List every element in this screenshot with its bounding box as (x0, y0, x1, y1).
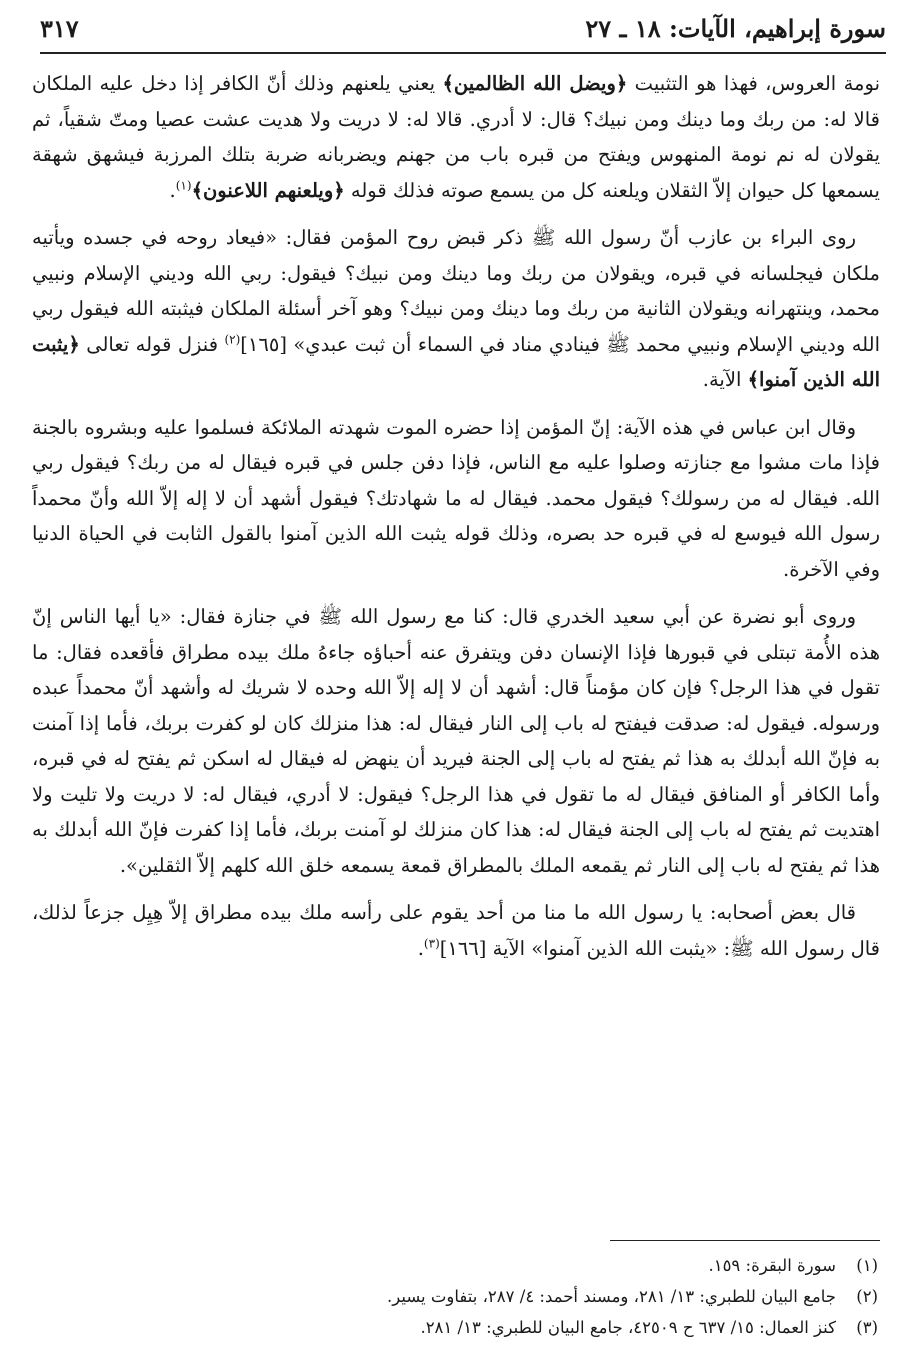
footnote (150, 1281, 878, 1312)
page-header (40, 8, 886, 48)
page-number: ٣١٧ (40, 13, 79, 43)
header-divider (40, 52, 886, 54)
text-run: وقال ابن عباس في هذه الآية: إنّ المؤمن إذا حضره الموت شهدته الملائكة فسلموا عليه وبشروه بالجنة فإذا مات مشوا مع جنازته وصلوا عليه مع الناس، فإذا دفن جلس في قبره فيقال له من ربك؟ فيقول ربي الله. فيقال له من رسولك؟ فيقول محمد. فيقال له ما شهادتك؟ فيقول أشهد أن لا إله إلاّ الله وأنّ محمداً رسول الله فيوسع له في قبره حد بصره، وذلك قوله يثبت الله الذين آمنوا بالقول الثابت في الحياة الدنيا وفي الآخرة. (32, 415, 880, 581)
text-run: روى البراء بن عازب أنّ رسول الله ﷺ ذكر قبض روح المؤمن فقال: «فيعاد روحه في جسده ويأتيه ملكان فيجلسانه في قبره، ويقولان من ربك وما دينك ومن نبيك؟ فيقول: ربي الله وديني الإسلام ونبيي محمد، وينتهرانه ويقولان الثانية من ربك وما دينك ومن نبيك؟ وهو آخر أسئلة الملكان فيثبته الله فيقول ربي الله وديني الإسلام ونبيي محمد ﷺ فينادي مناد في السماء أن ثبت عبدي» [١٦٥] (32, 226, 880, 356)
footnote-text: جامع البيان للطبري: ١٣/ ٢٨١، ومسند أحمد: ٤/ ٢٨٧، بتفاوت يسير. (387, 1287, 836, 1306)
footnote (150, 1250, 878, 1281)
quran-quote: ﴿ويضل الله الظالمين﴾ (442, 72, 628, 95)
footnote-ref: (٣) (423, 936, 440, 950)
text-run: الآية. (702, 368, 748, 391)
footnotes (150, 1250, 878, 1343)
paragraph (32, 66, 880, 208)
footnote-number: (٣) (856, 1318, 878, 1337)
text-run: وروى أبو نضرة عن أبي سعيد الخدري قال: كنا مع رسول الله ﷺ في جنازة فقال: «يا أيها الناس إنّ هذه الأُمة تبتلى في قبورها فإذا الإنسان دفن ويتفرق عنه أحباؤه جاءهُ ملك بيده مطراق فأقعده فقال: ما تقول في هذا الرجل؟ فإن كان مؤمناً قال: أشهد أن لا إله إلاّ الله وحده لا شريك له وأشهد أنّ محمداً عبده ورسوله. فيقول له: صدقت فيفتح له باب إلى النار فيقال له: هذا منزلك كان لو كفرت بربك، فأما إذا آمنت به فإنّ الله أبدلك به هذا ثم يفتح له باب إلى الجنة فيريد أن ينهض له فيقال له اسكن ثم يفتح له في قبره، وأما الكافر أو المنافق فيقال له ما تقول في هذا الرجل؟ فيقول: لا أدري، فيقال له: لا دريت ولا تليت ولا اهتديت ثم يفتح له باب إلى الجنة فيقال له: هذا كان منزلك لو آمنت بربك، فأما إذا كفرت فإنّ الله أبدلك به هذا ثم يفتح له باب إلى النار ثم يقمعه الملك بالمطراق قمعة يسمعه خلق الله كلهم إلاّ الثقلين». (32, 605, 880, 877)
footnote-number: (١) (856, 1256, 878, 1275)
text-run: يعني يلعنهم وذلك أنّ الكافر إذا دخل عليه الملكان قالا له: من ربك وما دينك ومن نبيك؟ قال: لا أدري. قالا له: لا دريت ولا هديت عشت عصيا ومتّ شقياً، ثم يقولان له نم نومة المنهوس ويفتح من قبره باب من جهنم ويضربانه ضربة بتلك المرزبة فيشهق شهقة يسمعها كل حيوان إلاّ الثقلان ويلعنه كل من يسمع صوته فذلك قوله (32, 72, 880, 202)
text-run: نومة العروس، فهذا هو التثبيت (627, 72, 880, 95)
footnote-ref: (٢) (224, 332, 241, 346)
quran-quote: ﴿ويلعنهم اللاعنون﴾ (191, 178, 345, 202)
text-run: قال بعض أصحابه: يا رسول الله ما منا من أحد يقوم على رأسه ملك بيده مطراق إلاّ هِيِل جزعاً لذلك، قال رسول الله ﷺ: «يثبت الله الذين آمنوا» الآية [١٦٦] (32, 901, 880, 960)
running-title: سورة إبراهيم، الآيات: ١٨ ـ ٢٧ (585, 13, 886, 43)
paragraph (32, 895, 880, 966)
footnote (150, 1312, 878, 1343)
footnote-divider (610, 1240, 880, 1241)
paragraph (32, 410, 880, 588)
main-text (32, 66, 880, 978)
footnote-text: سورة البقرة: ١٥٩. (708, 1256, 836, 1275)
quran-quote: ﴿يثبت الله الذين آمنوا﴾ (32, 332, 880, 391)
text-run: . (417, 936, 424, 960)
paragraph (32, 599, 880, 883)
footnote-number: (٢) (856, 1287, 878, 1306)
text-run: . (169, 178, 176, 202)
text-run: فنزل قوله تعالى (79, 332, 225, 356)
footnote-ref: (١) (175, 178, 192, 192)
footnote-text: كنز العمال: ١٥/ ٦٣٧ ح ٤٢٥٠٩، جامع البيان للطبري: ١٣/ ٢٨١. (420, 1318, 836, 1337)
paragraph (32, 220, 880, 398)
